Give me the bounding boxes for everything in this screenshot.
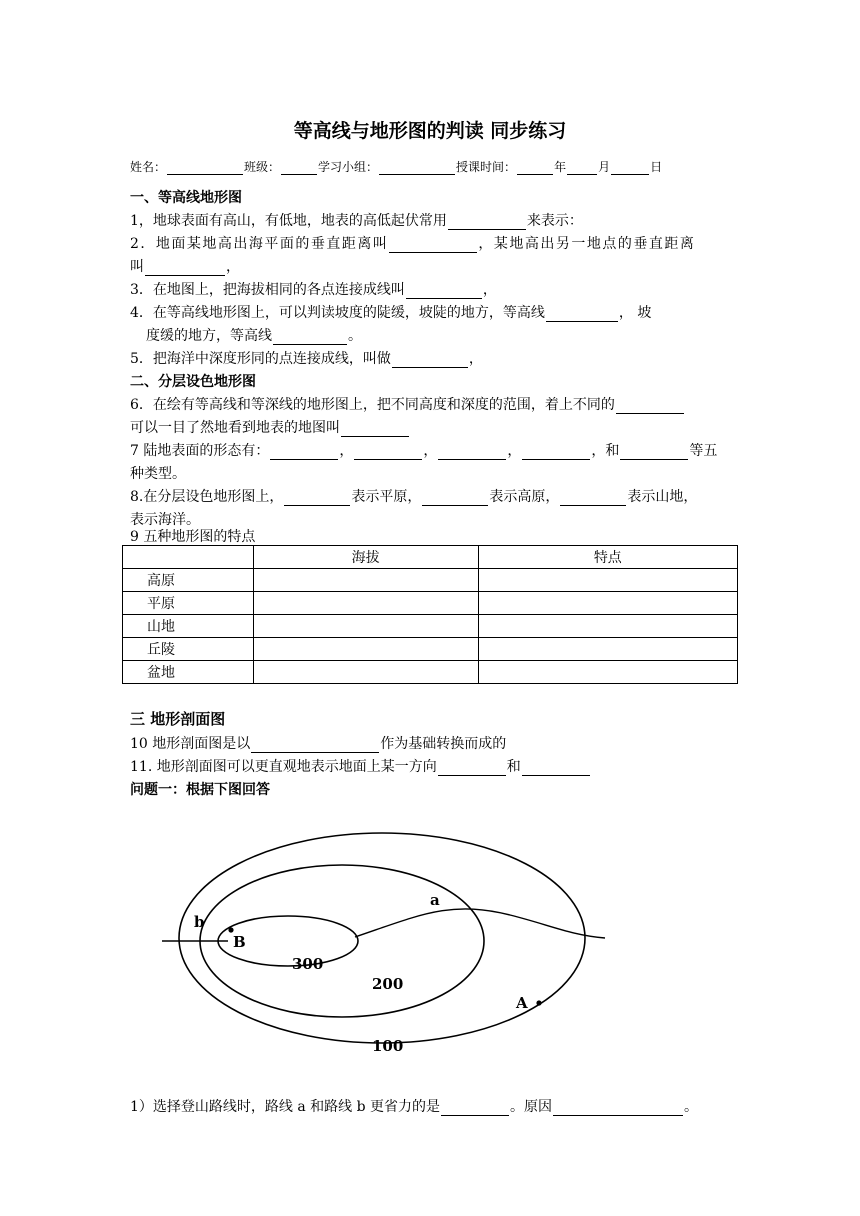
time-label: 授课时间： <box>456 160 517 174</box>
question-7 <box>130 440 717 460</box>
point-B-label: B <box>233 933 246 951</box>
q10-blank[interactable] <box>251 738 379 753</box>
landform-table <box>122 545 738 684</box>
row-label: 丘陵 <box>123 638 254 661</box>
q12-text: 1）选择登山路线时，路线 a 和路线 b 更省力的是 <box>130 1099 441 1115</box>
q3-blank[interactable] <box>406 284 482 299</box>
table-cell[interactable] <box>478 661 737 684</box>
q2-text-mid: ，某地高出另一地点的垂直距离 <box>478 236 696 252</box>
table-cell[interactable] <box>253 638 478 661</box>
q10-text: 10 地形剖面图是以 <box>130 736 251 752</box>
q5-text: 5．把海洋中深度形同的点连接成线，叫做 <box>130 351 391 367</box>
q8-text-plateau: 表示高原， <box>489 489 560 505</box>
q8-blank-1[interactable] <box>284 491 350 506</box>
q7-blank-2[interactable] <box>354 445 422 460</box>
q11-text: 11. 地形剖面图可以更直观地表示地面上某一方向 <box>130 759 437 775</box>
question-9: 9 五种地形图的特点 <box>130 529 256 545</box>
class-blank[interactable] <box>281 160 317 175</box>
section-2-heading: 二、分层设色地形图 <box>130 374 256 390</box>
question-2 <box>130 233 730 253</box>
table-cell[interactable] <box>253 592 478 615</box>
day-blank[interactable] <box>611 160 649 175</box>
problem-1-heading: 问题一：根据下图回答 <box>130 782 270 798</box>
group-label: 学习小组： <box>318 160 379 174</box>
q2-blank-2[interactable] <box>145 261 225 276</box>
group-blank[interactable] <box>379 160 455 175</box>
q2-text-cont: 叫 <box>130 259 144 275</box>
student-info-line <box>130 158 662 175</box>
q4-blank-2[interactable] <box>273 330 347 345</box>
question-5 <box>130 348 483 368</box>
table-row <box>123 638 738 661</box>
question-7-cont: 种类型。 <box>130 466 186 482</box>
contour-300-label: 300 <box>292 955 324 973</box>
q7-text-and: ，和 <box>591 443 620 459</box>
row-label: 山地 <box>123 615 254 638</box>
contour-200-label: 200 <box>372 975 404 993</box>
q11-blank-1[interactable] <box>438 761 506 776</box>
q8-text-mountain: 表示山地， <box>627 489 698 505</box>
q6-blank-2[interactable] <box>341 422 409 437</box>
row-label: 高原 <box>123 569 254 592</box>
q1-text: 1，地球表面有高山，有低地，地表的高低起伏常用 <box>130 213 447 229</box>
name-blank[interactable] <box>167 160 243 175</box>
q6-blank-1[interactable] <box>616 399 684 414</box>
q6-text-cont: 可以一目了然地看到地表的地图叫 <box>130 420 340 436</box>
table-row <box>123 569 738 592</box>
question-2-cont <box>130 256 240 276</box>
table-cell[interactable] <box>478 592 737 615</box>
q11-text-and: 和 <box>506 759 521 775</box>
q11-blank-2[interactable] <box>522 761 590 776</box>
table-header-altitude: 海拔 <box>253 546 478 569</box>
q5-text-end: ， <box>468 351 483 367</box>
question-8-cont: 表示海洋。 <box>130 512 200 528</box>
q4-text-mid: ， 坡 <box>618 305 652 321</box>
q4-text-cont: 度缓的地方，等高线 <box>146 328 272 344</box>
point-B-dot <box>228 927 233 932</box>
point-A-dot <box>536 1000 541 1005</box>
table-cell[interactable] <box>253 661 478 684</box>
year-blank[interactable] <box>517 160 553 175</box>
table-header-row <box>123 546 738 569</box>
q7-text: 7 陆地表面的形态有： <box>130 443 270 459</box>
point-A-label: A <box>516 994 528 1012</box>
q7-blank-3[interactable] <box>438 445 506 460</box>
q6-text: 6．在绘有等高线和等深线的地形图上，把不同高度和深度的范围，着上不同的 <box>130 397 615 413</box>
q12-text-reason: 。原因 <box>510 1099 553 1115</box>
q7-text-end: 等五 <box>689 443 718 459</box>
month-label: 月 <box>598 160 611 174</box>
route-b-label: b <box>194 913 205 931</box>
q10-text-end: 作为基础转换而成的 <box>380 736 507 752</box>
q1-text-end: 来表示： <box>526 213 583 229</box>
q1-blank[interactable] <box>448 215 526 230</box>
q8-blank-3[interactable] <box>560 491 626 506</box>
question-6 <box>130 394 685 414</box>
page-title: 等高线与地形图的判读 同步练习 <box>293 120 567 142</box>
section-1-heading: 一、等高线地形图 <box>130 190 242 206</box>
route-a-label: a <box>430 891 440 909</box>
q3-text: 3．在地图上，把海拔相同的各点连接成线叫 <box>130 282 405 298</box>
question-8 <box>130 486 697 506</box>
q8-text: 8.在分层设色地形图上， <box>130 489 284 505</box>
contour-100-label: 100 <box>372 1037 404 1055</box>
q2-text: 2．地面某地高出海平面的垂直距离叫 <box>130 236 389 252</box>
q2-text-end: ， <box>226 259 240 275</box>
q7-sep-1: ， <box>339 443 354 459</box>
question-12 <box>130 1096 698 1116</box>
section-3-heading: 三 地形剖面图 <box>130 710 226 728</box>
day-label: 日 <box>650 160 663 174</box>
table-corner-cell <box>123 546 254 569</box>
table-row <box>123 592 738 615</box>
table-cell[interactable] <box>478 615 737 638</box>
q4-text-end: 。 <box>348 328 362 344</box>
question-6-cont <box>130 417 410 437</box>
year-label: 年 <box>554 160 567 174</box>
q8-blank-2[interactable] <box>422 491 488 506</box>
q3-text-end: ， <box>482 282 497 298</box>
q4-text: 4．在等高线地形图上，可以判读坡度的陡缓，坡陡的地方，等高线 <box>130 305 545 321</box>
row-label: 平原 <box>123 592 254 615</box>
q5-blank[interactable] <box>392 353 468 368</box>
q2-blank-1[interactable] <box>389 238 477 253</box>
question-4-cont <box>146 325 362 345</box>
q12-text-end: 。 <box>684 1099 699 1115</box>
table-cell[interactable] <box>478 638 737 661</box>
q8-text-plain: 表示平原， <box>351 489 422 505</box>
q4-blank-1[interactable] <box>546 307 618 322</box>
table-row <box>123 615 738 638</box>
month-blank[interactable] <box>567 160 597 175</box>
contour-map <box>150 825 620 1060</box>
q12-blank-2[interactable] <box>553 1101 683 1116</box>
q7-blank-5[interactable] <box>620 445 688 460</box>
table-cell[interactable] <box>478 569 737 592</box>
q7-blank-4[interactable] <box>522 445 590 460</box>
row-label: 盆地 <box>123 661 254 684</box>
table-row <box>123 661 738 684</box>
name-label: 姓名： <box>130 160 167 174</box>
question-4 <box>130 302 651 322</box>
class-label: 班级： <box>244 160 281 174</box>
question-1 <box>130 210 583 230</box>
table-cell[interactable] <box>253 615 478 638</box>
question-10 <box>130 733 506 753</box>
question-11 <box>130 756 591 776</box>
q7-sep-2: ， <box>423 443 438 459</box>
table-header-features: 特点 <box>478 546 737 569</box>
question-3 <box>130 279 497 299</box>
q7-sep-3: ， <box>507 443 522 459</box>
q7-blank-1[interactable] <box>270 445 338 460</box>
q12-blank-1[interactable] <box>441 1101 509 1116</box>
table-cell[interactable] <box>253 569 478 592</box>
